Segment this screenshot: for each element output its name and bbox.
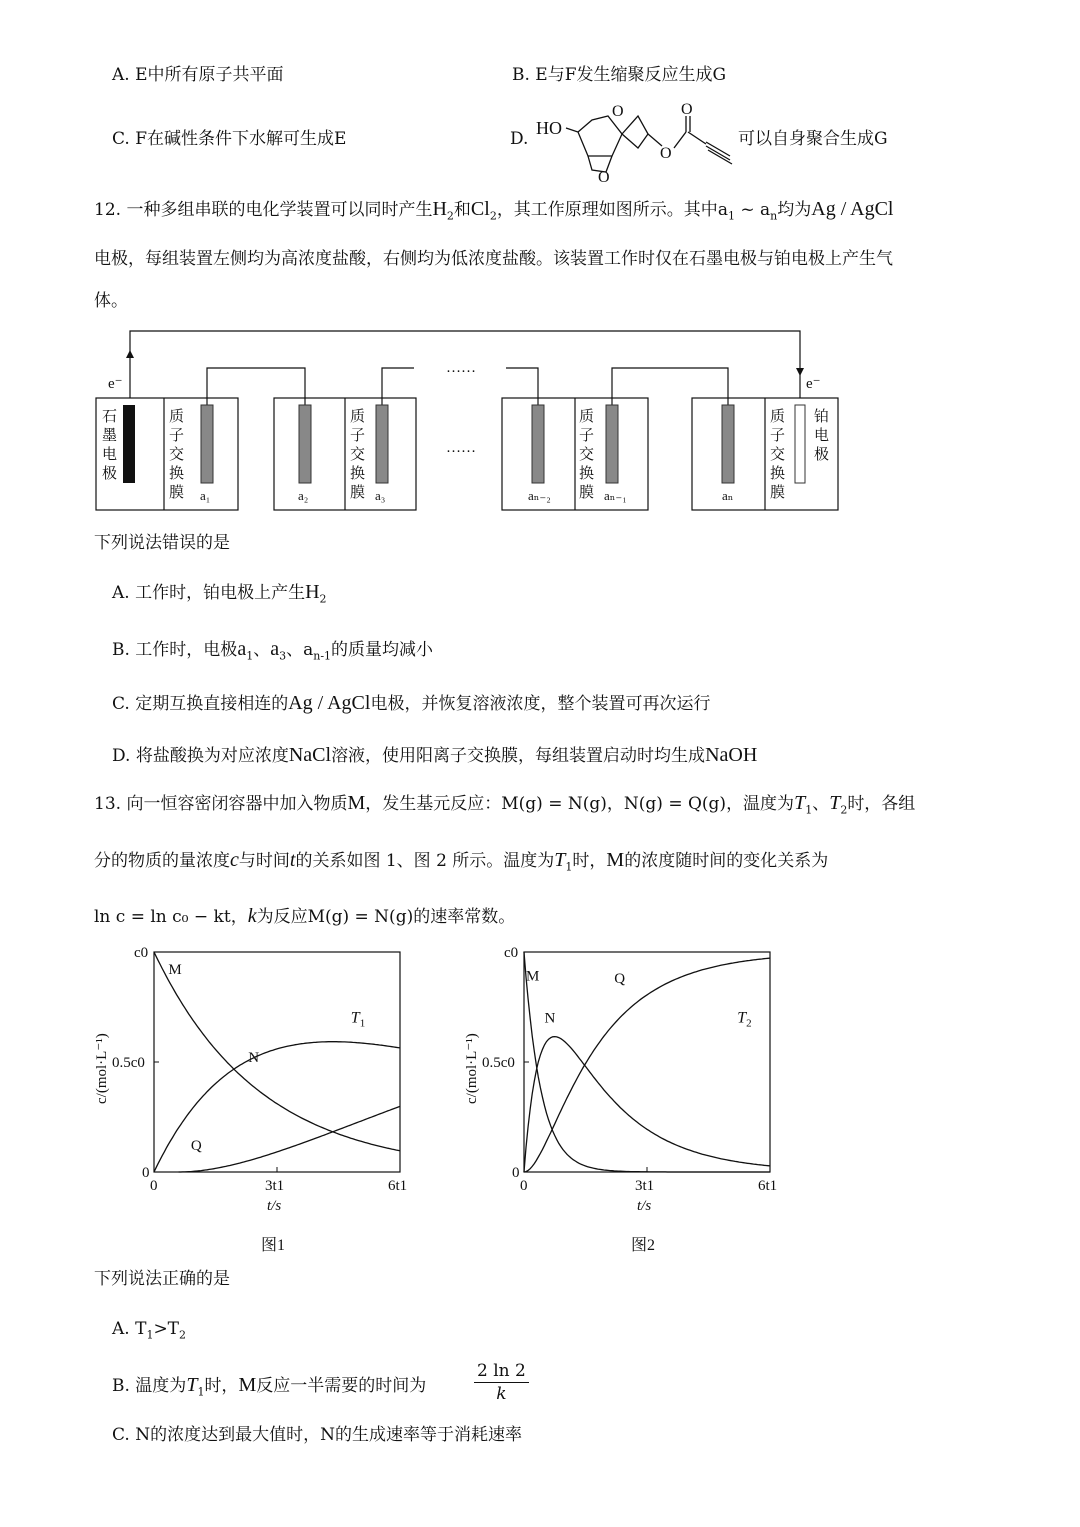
q13-line1: 13. 向一恒容密闭容器中加入物质M，发生基元反应：M(g) = N(g)，N(g) = Q(g)，温度为$T_1$、$T_2$时，各组 — [94, 792, 916, 817]
series-label-Q: Q — [190, 1138, 202, 1154]
chart-title: 图1 — [261, 1237, 286, 1254]
svg-text:膜: 膜 — [579, 485, 595, 501]
svg-text:膜: 膜 — [770, 485, 786, 501]
q11-option-c: C. F在碱性条件下水解可生成E — [112, 129, 347, 149]
electrode-an-1: aₙ₋₁ — [604, 488, 627, 503]
svg-text:质: 质 — [770, 409, 786, 425]
svg-text:膜: 膜 — [350, 485, 366, 501]
y-axis-label: c/(mol·L⁻¹) — [464, 1033, 480, 1104]
svg-text:电: 电 — [814, 428, 830, 444]
x-axis-label: t/s — [637, 1198, 652, 1214]
plot-frame — [524, 952, 770, 1172]
x-tick-label: 3t1 — [635, 1178, 655, 1194]
y-tick-label: 0 — [142, 1165, 150, 1181]
x-tick-label: 3t1 — [265, 1178, 285, 1194]
svg-text:交: 交 — [350, 447, 366, 463]
svg-text:铂: 铂 — [814, 409, 830, 425]
svg-text:交: 交 — [770, 447, 786, 463]
svg-text:质: 质 — [350, 409, 366, 425]
svg-text:交: 交 — [169, 447, 185, 463]
q11-option-b: B. E与F发生缩聚反应生成G — [512, 65, 727, 85]
q12-stem-line2: 电极，每组装置左侧均为高浓度盐酸，右侧均为低浓度盐酸。该装置工作时仅在石墨电极与铂电极上产生气 — [94, 249, 893, 269]
q13-ask: 下列说法正确的是 — [94, 1269, 230, 1289]
svg-text:子: 子 — [770, 428, 786, 444]
q11-option-d-label: D. — [510, 129, 529, 149]
dots-middle: …… — [446, 440, 476, 456]
electrode-a2: a₂ — [298, 488, 309, 503]
membrane-label-1 — [169, 408, 184, 501]
q13-fraction: 2 ln 2 k — [474, 1360, 529, 1405]
x-tick-label: 0 — [520, 1178, 528, 1194]
mol-carbonyl-o: O — [681, 101, 693, 118]
series-label-N: N — [544, 1010, 556, 1027]
mol-ester-o: O — [660, 145, 672, 162]
series-N-line — [524, 1037, 770, 1172]
mol-ring-o-bottom: O — [598, 169, 610, 186]
y-tick-label: 0.5c0 — [482, 1055, 515, 1071]
membrane-label-3 — [579, 408, 594, 501]
series-label-M: M — [168, 962, 182, 978]
chart-figure-1 — [80, 940, 420, 1260]
membrane-label-2 — [350, 408, 365, 501]
svg-text:子: 子 — [350, 428, 366, 444]
mol-ho: HO — [536, 118, 562, 138]
electron-right: e⁻ — [806, 376, 821, 392]
membrane-label-4 — [770, 408, 785, 501]
q12-option-c: C. 定期互换直接相连的Ag / AgCl电极，并恢复溶液浓度，整个装置可再次运行 — [112, 692, 711, 714]
svg-text:换: 换 — [350, 466, 366, 482]
q13-line3: ln c = ln c₀ − kt，k为反应M(g) = N(g)的速率常数。 — [94, 905, 516, 927]
y-tick-label: c0 — [504, 945, 519, 961]
y-tick-label: c0 — [134, 945, 149, 961]
series-label-N: N — [248, 1050, 260, 1066]
x-axis-label: t/s — [267, 1198, 282, 1214]
graphite-label — [102, 408, 117, 482]
electrode-an-2: aₙ₋₂ — [528, 488, 551, 503]
y-tick-label: 0.5c0 — [112, 1055, 145, 1071]
svg-text:子: 子 — [169, 428, 185, 444]
svg-text:极: 极 — [102, 466, 118, 482]
svg-text:石: 石 — [102, 409, 118, 425]
electrode-a3: a₃ — [375, 488, 386, 503]
x-tick-label: 0 — [150, 1178, 158, 1194]
electrode-an: aₙ — [722, 488, 734, 503]
temperature-annotation: $T_1$ — [350, 1009, 366, 1030]
svg-text:极: 极 — [814, 447, 830, 463]
q13-line2: 分的物质的量浓度c与时间t的关系如图 1、图 2 所示。温度为$T_1$时，M的浓度随时间的变化关系为 — [94, 849, 829, 874]
svg-text:电: 电 — [102, 447, 118, 463]
chart-figure-2 — [450, 940, 790, 1260]
series-label-M: M — [526, 968, 540, 985]
y-tick-label: 0 — [512, 1165, 520, 1181]
svg-text:换: 换 — [770, 466, 786, 482]
svg-text:换: 换 — [579, 466, 595, 482]
series-M-line — [524, 952, 770, 1172]
svg-text:质: 质 — [169, 409, 185, 425]
x-tick-label: 6t1 — [758, 1178, 778, 1194]
y-axis-label: c/(mol·L⁻¹) — [94, 1033, 110, 1104]
q12-option-b: B. 工作时，电极$a_1$、$a_3$、$a_{n-1}$的质量均减小 — [112, 638, 434, 663]
mol-ring-o-top: O — [612, 103, 624, 120]
svg-text:子: 子 — [579, 428, 595, 444]
electrochemical-diagram — [0, 0, 1080, 530]
temperature-annotation: $T_2$ — [737, 1009, 752, 1030]
q13-option-a: A. $T_1>T_2$ — [112, 1319, 187, 1342]
x-tick-label: 6t1 — [388, 1178, 408, 1194]
q13-option-b: B. 温度为$T_1$时，M反应一半需要的时间为 — [112, 1374, 427, 1399]
series-label-Q: Q — [614, 970, 626, 987]
platinum-label — [814, 408, 829, 463]
q12-ask: 下列说法错误的是 — [94, 533, 230, 553]
electron-left: e⁻ — [108, 376, 123, 392]
svg-text:交: 交 — [579, 447, 595, 463]
svg-text:质: 质 — [579, 409, 595, 425]
electrode-a1: a₁ — [200, 488, 211, 503]
q12-stem-line3: 体。 — [94, 291, 128, 311]
q12-stem-line1: 12. 一种多组串联的电化学装置可以同时产生$H_2$和$Cl_2$，其工作原理如图所示。其中$a_1$ ~ $a_n$均为Ag / AgCl — [94, 198, 894, 223]
svg-text:膜: 膜 — [169, 485, 185, 501]
q12-option-a: A. 工作时，铂电极上产生$H_2$ — [112, 581, 327, 606]
svg-text:换: 换 — [169, 466, 185, 482]
q13-option-c: C. N的浓度达到最大值时，N的生成速率等于消耗速率 — [112, 1425, 522, 1445]
series-Q-line — [524, 958, 770, 1172]
chart-title: 图2 — [631, 1237, 656, 1254]
q11-option-a: A. E中所有原子共平面 — [112, 65, 284, 85]
q11-option-d-text: 可以自身聚合生成G — [738, 129, 888, 149]
q12-option-d: D. 将盐酸换为对应浓度NaCl溶液，使用阳离子交换膜，每组装置启动时均生成NaOH — [112, 744, 758, 766]
dots-top: …… — [446, 360, 476, 376]
series-Q-line — [179, 1106, 400, 1172]
svg-text:墨: 墨 — [102, 428, 118, 444]
